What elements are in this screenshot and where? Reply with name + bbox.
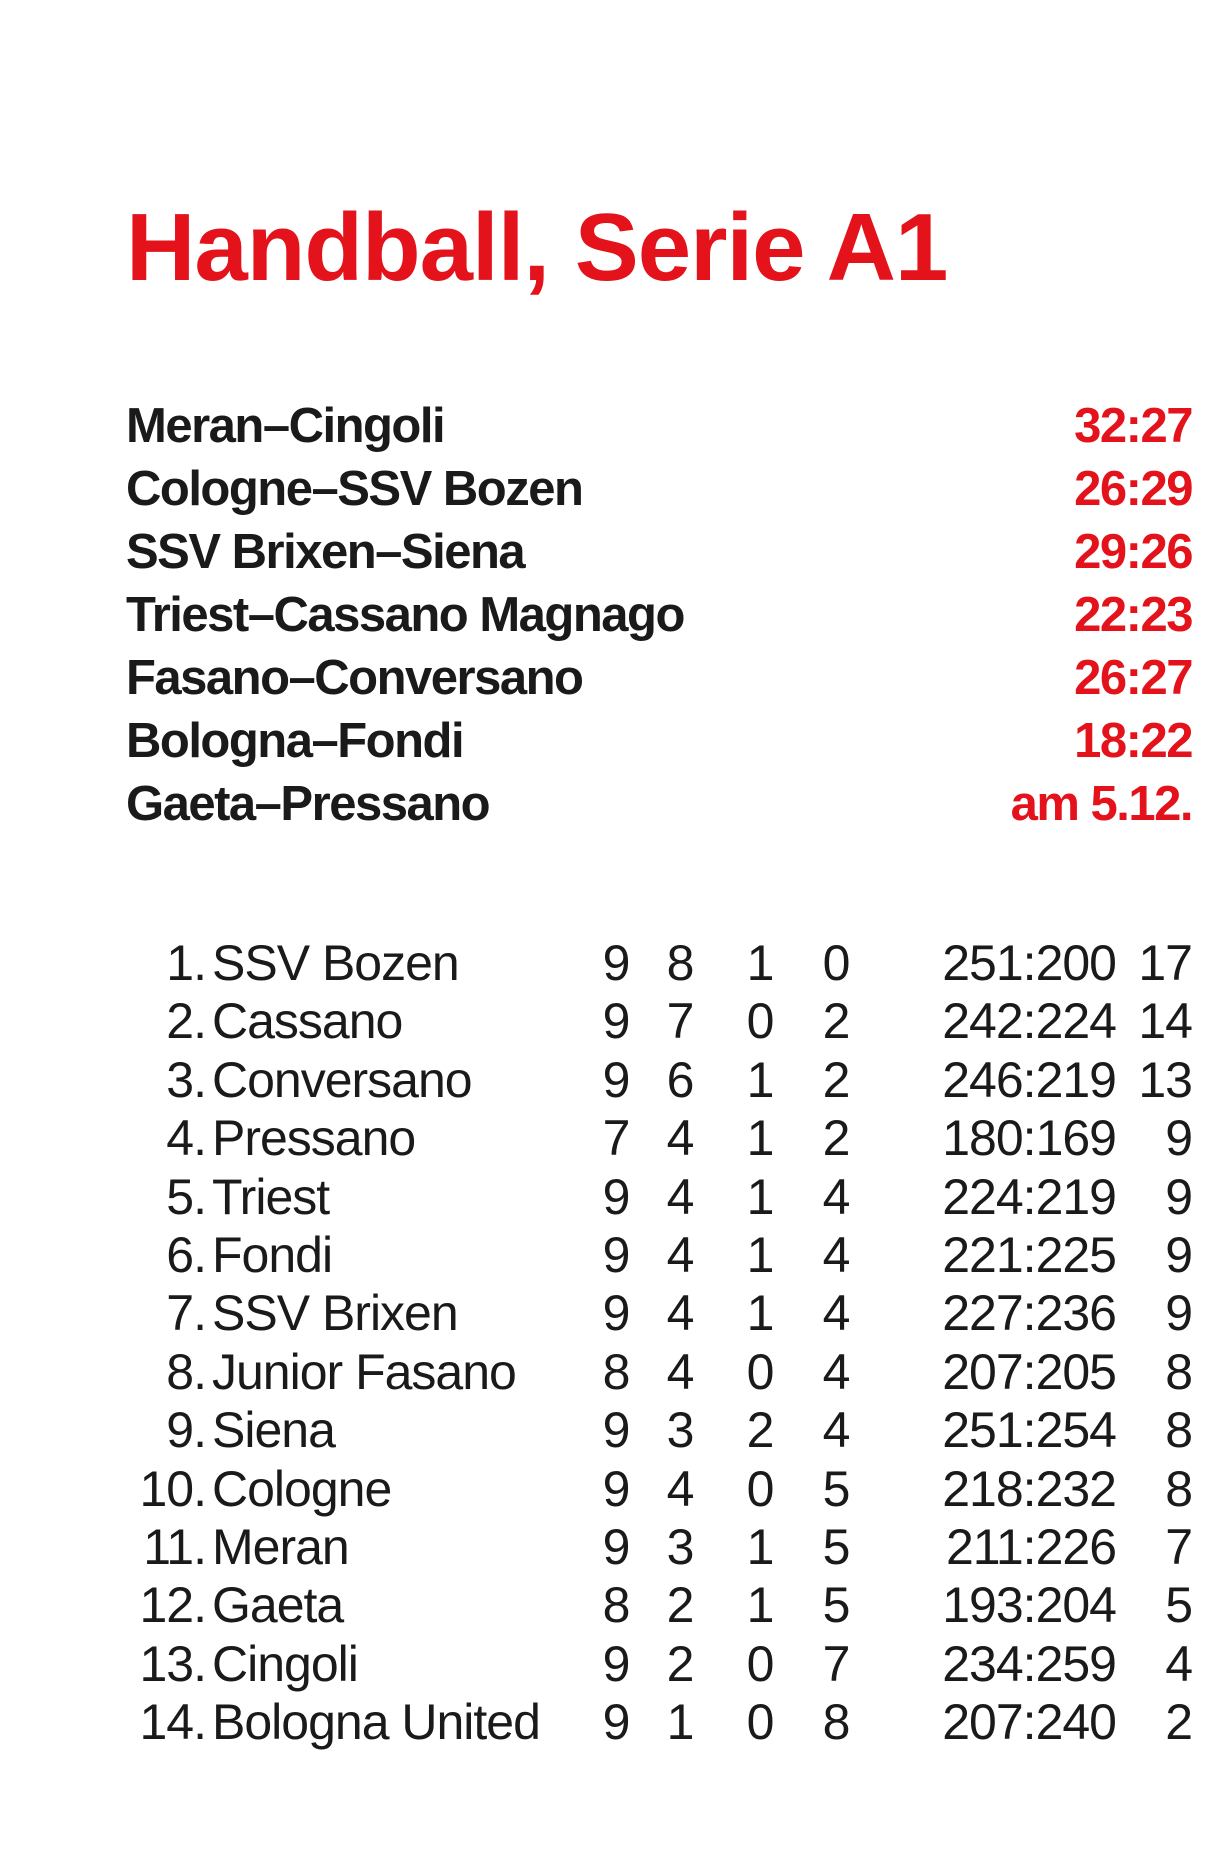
table-row [126,1109,1192,1167]
table-row [126,992,1192,1050]
draws: 1 [746,1168,774,1225]
result-date: am 5.12. [1010,776,1192,831]
games-played: 9 [602,1051,630,1108]
games-played: 8 [602,1577,630,1634]
losses: 4 [822,1226,850,1283]
wins: 7 [666,993,694,1050]
table-row [126,1343,1192,1401]
games-played: 8 [602,1343,630,1400]
wins: 3 [666,1518,694,1575]
draws: 1 [746,1577,774,1634]
games-played: 9 [602,1460,630,1517]
result-match: SSV Brixen–Siena [126,524,525,579]
draws: 0 [746,1694,774,1751]
wins: 3 [666,1402,694,1459]
draws: 1 [746,1110,774,1167]
table-row [126,1401,1192,1459]
goal-ratio: 180:169 [942,1110,1116,1167]
rank: 12. [139,1577,206,1634]
draws: 1 [746,935,774,991]
losses: 5 [822,1577,850,1634]
draws: 1 [746,1226,774,1283]
team-name: SSV Brixen [212,1285,458,1342]
wins: 8 [666,935,694,991]
goal-ratio: 251:254 [942,1402,1116,1459]
result-row [126,583,1192,646]
table-row [126,1460,1192,1518]
points: 7 [1165,1518,1192,1575]
rank: 5. [166,1168,206,1225]
points: 14 [1138,993,1192,1050]
goal-ratio: 251:200 [942,935,1116,991]
goal-ratio: 227:236 [942,1285,1116,1342]
rank: 10. [139,1460,206,1517]
losses: 7 [822,1635,850,1692]
rank: 1. [166,935,206,991]
games-played: 9 [602,1168,630,1225]
result-score: 26:27 [1074,650,1192,705]
rank: 4. [166,1110,206,1167]
points: 13 [1138,1051,1192,1108]
goal-ratio: 207:205 [942,1343,1116,1400]
losses: 4 [822,1343,850,1400]
losses: 5 [822,1518,850,1575]
games-played: 9 [602,1285,630,1342]
team-name: Bologna United [212,1694,540,1751]
goal-ratio: 234:259 [942,1635,1116,1692]
result-match: Fasano–Conversano [126,650,583,705]
wins: 6 [666,1051,694,1108]
games-played: 9 [602,1694,630,1751]
standings-table [126,934,1192,1751]
rank: 3. [166,1051,206,1108]
results-list [126,394,1192,835]
points: 9 [1165,1110,1192,1167]
result-match: Bologna–Fondi [126,713,464,768]
result-row [126,520,1192,583]
losses: 0 [822,935,850,991]
draws: 0 [746,1460,774,1517]
wins: 4 [666,1343,694,1400]
wins: 4 [666,1285,694,1342]
games-played: 9 [602,1402,630,1459]
team-name: Siena [212,1402,335,1459]
goal-ratio: 224:219 [942,1168,1116,1225]
rank: 2. [166,993,206,1050]
table-row [126,1284,1192,1342]
result-score: 22:23 [1074,587,1192,642]
result-row [126,457,1192,520]
losses: 4 [822,1285,850,1342]
losses: 2 [822,1051,850,1108]
table-row [126,1635,1192,1693]
result-score: 29:26 [1074,524,1192,579]
points: 9 [1165,1285,1192,1342]
draws: 1 [746,1518,774,1575]
draws: 0 [746,1343,774,1400]
team-name: Meran [212,1518,349,1575]
points: 5 [1165,1577,1192,1634]
games-played: 9 [602,935,630,991]
wins: 4 [666,1460,694,1517]
wins: 4 [666,1168,694,1225]
goal-ratio: 193:204 [942,1577,1116,1634]
games-played: 9 [602,993,630,1050]
points: 8 [1165,1460,1192,1517]
table-row [126,934,1192,992]
rank: 6. [166,1226,206,1283]
team-name: Cingoli [212,1635,358,1692]
result-match: Meran–Cingoli [126,398,445,453]
result-match: Triest–Cassano Magnago [126,587,684,642]
team-name: Pressano [212,1110,416,1167]
goal-ratio: 242:224 [942,993,1116,1050]
losses: 2 [822,993,850,1050]
table-row [126,1051,1192,1109]
team-name: SSV Bozen [212,935,459,991]
result-score: 18:22 [1074,713,1192,768]
page-title: Handball, Serie A1 [126,194,948,301]
points: 8 [1165,1402,1192,1459]
rank: 9. [166,1402,206,1459]
draws: 1 [746,1051,774,1108]
team-name: Cologne [212,1460,392,1517]
rank: 8. [166,1343,206,1400]
losses: 2 [822,1110,850,1167]
wins: 4 [666,1110,694,1167]
table-row [126,1168,1192,1226]
result-row [126,709,1192,772]
team-name: Junior Fasano [212,1343,516,1400]
draws: 2 [746,1402,774,1459]
games-played: 9 [602,1635,630,1692]
table-row [126,1226,1192,1284]
games-played: 9 [602,1226,630,1283]
goal-ratio: 221:225 [942,1226,1116,1283]
rank: 13. [139,1635,206,1692]
table-row [126,1518,1192,1576]
losses: 4 [822,1402,850,1459]
goal-ratio: 246:219 [942,1051,1116,1108]
games-played: 7 [602,1110,630,1167]
losses: 8 [822,1694,850,1751]
wins: 2 [666,1635,694,1692]
wins: 2 [666,1577,694,1634]
result-row [126,394,1192,457]
losses: 4 [822,1168,850,1225]
rank: 7. [166,1285,206,1342]
result-row [126,772,1192,835]
result-row [126,646,1192,709]
team-name: Conversano [212,1051,472,1108]
goal-ratio: 211:226 [945,1518,1116,1575]
team-name: Triest [212,1168,330,1225]
goal-ratio: 218:232 [942,1460,1116,1517]
table-row [126,1576,1192,1634]
points: 17 [1138,935,1192,991]
wins: 1 [666,1694,694,1751]
points: 8 [1165,1343,1192,1400]
draws: 1 [746,1285,774,1342]
points: 9 [1165,1168,1192,1225]
points: 9 [1165,1226,1192,1283]
draws: 0 [746,993,774,1050]
losses: 5 [822,1460,850,1517]
table-row [126,1693,1192,1751]
wins: 4 [666,1226,694,1283]
points: 4 [1165,1635,1192,1692]
result-score: 26:29 [1074,461,1192,516]
games-played: 9 [602,1518,630,1575]
points: 2 [1165,1694,1192,1751]
draws: 0 [746,1635,774,1692]
result-match: Gaeta–Pressano [126,776,490,831]
team-name: Cassano [212,993,403,1050]
rank: 11. [143,1518,206,1575]
team-name: Fondi [212,1226,333,1283]
team-name: Gaeta [212,1577,344,1634]
result-score: 32:27 [1074,398,1192,453]
result-match: Cologne–SSV Bozen [126,461,583,516]
goal-ratio: 207:240 [942,1694,1116,1751]
rank: 14. [139,1694,206,1751]
